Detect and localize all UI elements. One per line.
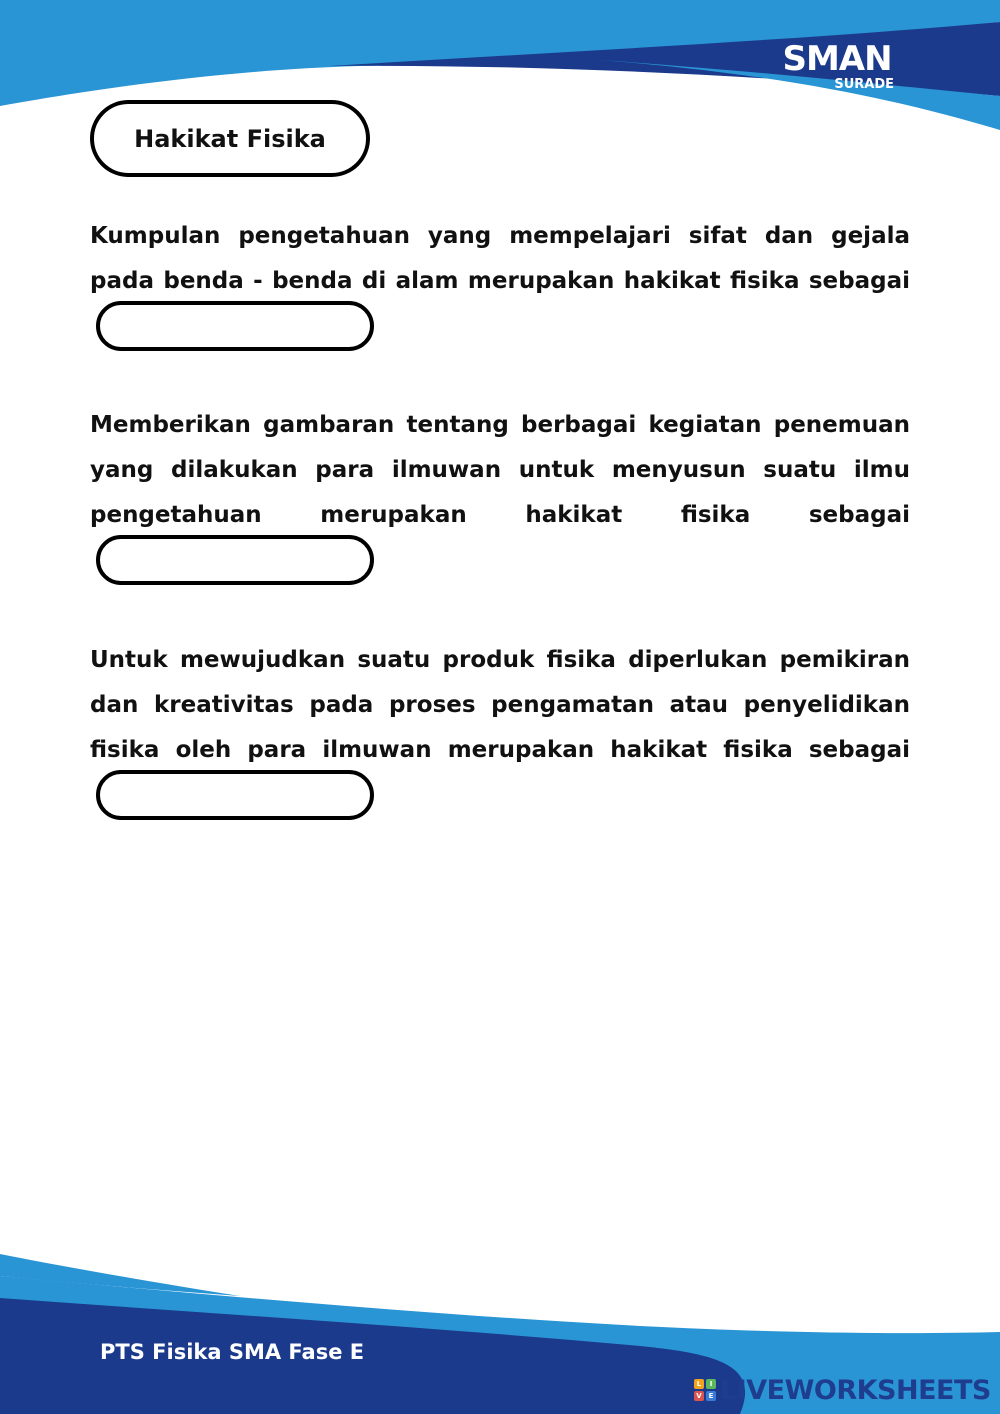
question-1-text: Kumpulan pengetahuan yang mempelajari sifat dan gejala pada benda - benda di alam merupakan hakikat fisika sebagai [90,223,910,294]
logo-letter-i: I [706,1379,716,1389]
school-logo [772,40,902,100]
liveworksheets-logo-icon [694,1379,716,1401]
liveworksheets-text: LIVEWORKSHEETS [720,1374,991,1406]
liveworksheets-watermark [694,1372,991,1408]
question-1 [90,214,910,354]
answer-field-3[interactable] [96,770,374,820]
logo-letter-e: E [706,1391,716,1401]
question-2 [90,403,910,588]
logo-letter-v: V [694,1391,704,1401]
logo-main-text: SMAN [782,39,892,79]
question-2-text: Memberikan gambaran tentang berbagai kegiatan penemuan yang dilakukan para ilmuwan untuk menyusun suatu ilmu pengetahuan merupakan hakikat fisika sebagai [90,412,910,528]
logo-letter-l: L [694,1379,704,1389]
logo-sub-text: SURADE [834,77,894,92]
footer-title: PTS Fisika SMA Fase E [100,1340,365,1364]
answer-field-2[interactable] [96,535,374,585]
answer-field-1[interactable] [96,301,374,351]
page-title: Hakikat Fisika [90,100,370,177]
question-3-text: Untuk mewujudkan suatu produk fisika diperlukan pemikiran dan kreativitas pada proses pengamatan atau penyelidikan fisika oleh para ilmuwan merupakan hakikat fisika sebagai [90,647,910,763]
question-3 [90,638,910,823]
